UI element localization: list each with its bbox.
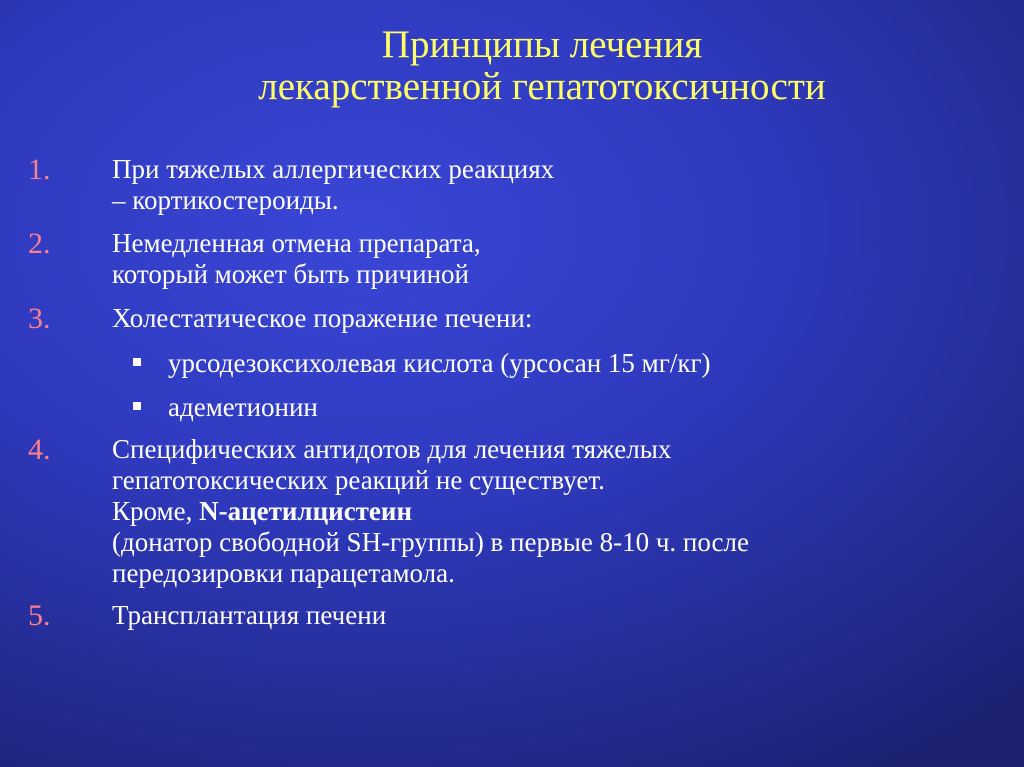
list-item-text (112, 434, 749, 589)
list-item-line: передозировки парацетамола. (112, 558, 455, 588)
list-item-line: гепатотоксических реакций не существует. (112, 465, 605, 495)
list-item-line: При тяжелых аллергических реакциях (112, 154, 555, 184)
list-item-line: Немедленная отмена препарата, (112, 228, 481, 258)
list-number: 1. (28, 153, 51, 186)
list-item-line: – кортикостероиды. (112, 185, 339, 215)
drug-name-bold: N-ацетилцистеин (199, 496, 413, 526)
list-item-line: который может быть причиной (112, 259, 469, 289)
square-bullet-icon (133, 402, 141, 410)
list-item-line: (донатор свободной SH-группы) в первые 8-10 ч. после (112, 527, 749, 557)
list-item-line: Специфических антидотов для лечения тяжелых (112, 434, 672, 464)
sub-list-item-text: адеметионин (168, 392, 318, 422)
list-number: 5. (28, 599, 51, 632)
list-item-line: Трансплантация печени (112, 600, 387, 630)
list-number: 2. (28, 227, 51, 260)
sub-list-item-text: урсодезоксихолевая кислота (урсосан 15 мг/кг) (168, 348, 711, 378)
list-item-text (112, 228, 481, 290)
slide-title-line-2: лекарственной гепатотоксичности (258, 65, 826, 108)
list-number: 3. (28, 302, 51, 335)
list-item-text (112, 303, 532, 334)
list-item-line (112, 496, 749, 527)
list-number: 4. (28, 433, 51, 466)
list-item-text-span: Кроме, (112, 496, 200, 526)
list-item-text (112, 600, 386, 631)
slide-title-line-1: Принципы лечения (381, 23, 703, 66)
list-item-line: Холестатическое поражение печени: (112, 303, 533, 333)
list-item-text (112, 154, 554, 216)
square-bullet-icon (133, 358, 141, 366)
